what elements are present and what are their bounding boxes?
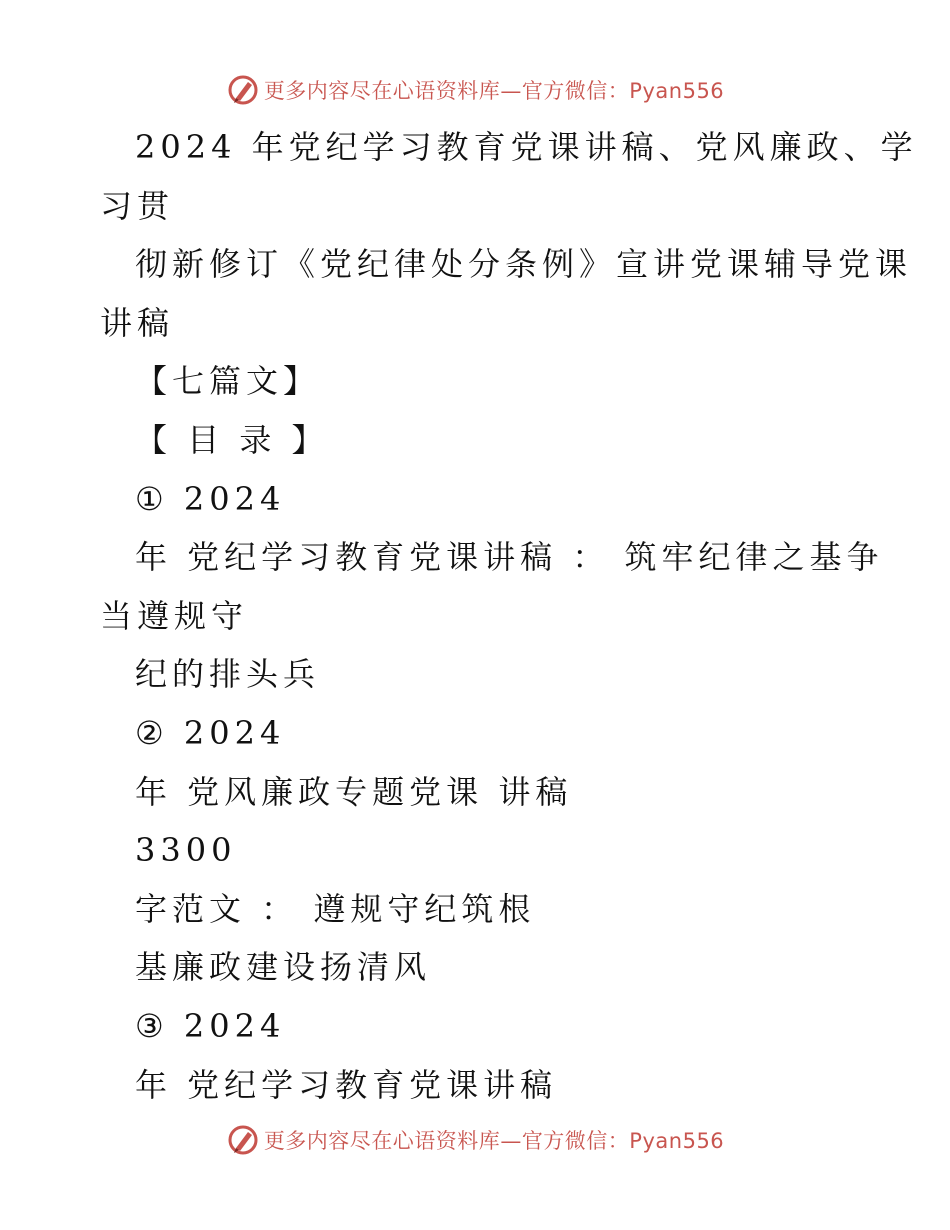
text-line: 彻新修订《党纪律处分条例》宣讲党课辅导党课 [135, 245, 913, 284]
watermark-text: 更多内容尽在心语资料库—官方微信：Pyan556 [263, 1129, 725, 1153]
toc-item-text: 基廉政建设扬清风 [135, 948, 432, 987]
section-heading: 【七篇文】 [135, 362, 321, 401]
text-line: 2024 年党纪学习教育党课讲稿、党风廉政、学 [135, 128, 918, 166]
toc-item-number: ① 2024 [135, 479, 286, 518]
watermark-text: 更多内容尽在心语资料库—官方微信：Pyan556 [263, 79, 725, 103]
toc-item-text: 年 党纪学习教育党课讲稿 ： 筑牢纪律之基争 [135, 538, 884, 577]
text-line: 讲稿 [100, 303, 175, 342]
toc-item-number: ③ 2024 [135, 1006, 286, 1045]
toc-item-number: ② 2024 [135, 713, 286, 752]
document-body [100, 118, 918, 1114]
toc-item-text: 字范文 ： 遵规守纪筑根 [135, 889, 536, 928]
text-line: 习贯 [100, 186, 175, 225]
footer-watermark [0, 1120, 950, 1160]
toc-item-text: 年 党纪学习教育党课讲稿 [135, 1065, 558, 1104]
pen-circle-icon [226, 1123, 260, 1157]
header-watermark [0, 70, 950, 110]
toc-item-text: 年 党风廉政专题党课 讲稿 [135, 772, 573, 811]
pen-circle-icon [226, 73, 260, 107]
toc-heading: 【 目 录 】 [135, 420, 329, 459]
toc-item-text: 当遵规守 [100, 596, 249, 635]
toc-item-text: 3300 [135, 831, 237, 870]
toc-item-text: 纪的排头兵 [135, 655, 321, 694]
